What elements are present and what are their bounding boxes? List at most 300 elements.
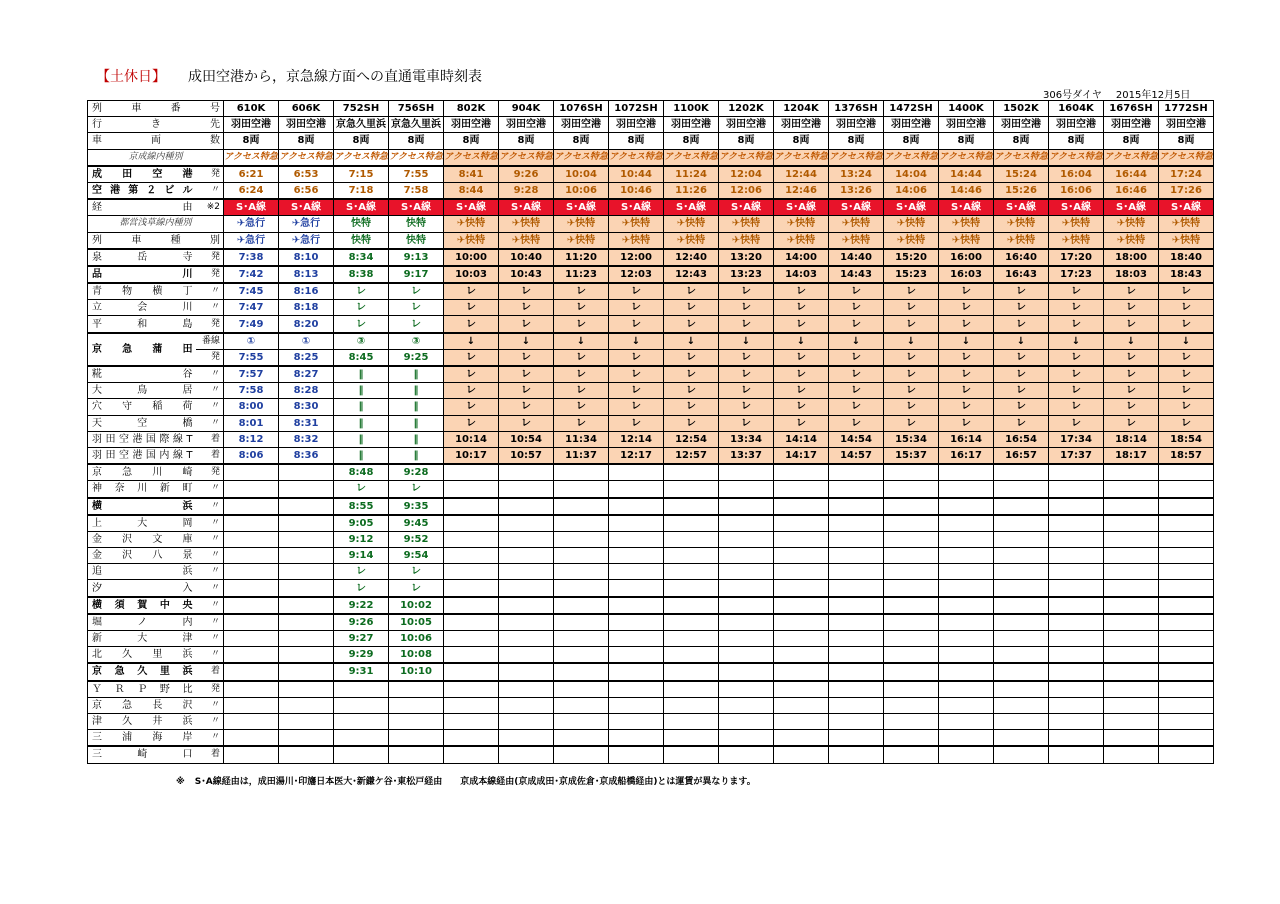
- timetable-cell: 8:06: [224, 447, 279, 464]
- timetable-cell: [1159, 498, 1214, 515]
- timetable-cell: 8両: [279, 133, 334, 149]
- timetable-cell: [719, 746, 774, 763]
- timetable-cell: ✈快特: [1159, 232, 1214, 249]
- timetable-cell: レ: [1049, 366, 1104, 383]
- timetable-cell: レ: [664, 283, 719, 300]
- timetable-cell: 京急久里浜: [334, 117, 389, 133]
- timetable-cell: [664, 614, 719, 631]
- row-suffix: 〃: [196, 697, 224, 713]
- timetable-cell: ↓: [719, 333, 774, 350]
- timetable-cell: [939, 515, 994, 532]
- timetable-cell: アクセス特急: [1104, 149, 1159, 166]
- timetable-cell: [499, 564, 554, 580]
- timetable-cell: 11:26: [664, 182, 719, 199]
- timetable-cell: 18:17: [1104, 447, 1159, 464]
- station-name: 汐入: [88, 580, 196, 597]
- timetable-cell: [1159, 697, 1214, 713]
- timetable-cell: ✈急行: [279, 232, 334, 249]
- timetable-cell: ✈快特: [664, 232, 719, 249]
- timetable-cell: [554, 697, 609, 713]
- timetable-cell: [609, 564, 664, 580]
- timetable-cell: S･A線: [224, 199, 279, 216]
- station-name: 三崎口: [88, 746, 196, 763]
- timetable-cell: [609, 597, 664, 614]
- timetable-cell: [609, 746, 664, 763]
- timetable-cell: [499, 697, 554, 713]
- timetable-cell: [1104, 481, 1159, 498]
- timetable-cell: [774, 580, 829, 597]
- row-suffix: 〃: [196, 182, 224, 199]
- timetable-cell: 8:16: [279, 283, 334, 300]
- timetable-cell: [994, 515, 1049, 532]
- row-suffix: 〃: [196, 515, 224, 532]
- station-name: 泉岳寺: [88, 249, 196, 266]
- timetable-cell: [279, 730, 334, 747]
- timetable-cell: [884, 498, 939, 515]
- timetable-cell: 8:44: [444, 182, 499, 199]
- timetable-cell: [719, 481, 774, 498]
- timetable-cell: 15:26: [994, 182, 1049, 199]
- timetable-cell: レ: [884, 283, 939, 300]
- timetable-cell: 7:18: [334, 182, 389, 199]
- timetable-cell: レ: [664, 383, 719, 399]
- timetable-cell: 9:54: [389, 548, 444, 564]
- timetable-cell: [774, 531, 829, 547]
- timetable-cell: アクセス特急: [884, 149, 939, 166]
- row-suffix: 〃: [196, 300, 224, 316]
- timetable-cell: [1104, 614, 1159, 631]
- timetable-cell: 10:05: [389, 614, 444, 631]
- timetable-cell: [224, 548, 279, 564]
- timetable-row: [88, 199, 1214, 216]
- timetable-cell: レ: [499, 300, 554, 316]
- timetable-cell: 9:35: [389, 498, 444, 515]
- timetable-cell: レ: [1104, 366, 1159, 383]
- timetable-cell: 14:14: [774, 431, 829, 447]
- timetable-cell: ✈快特: [444, 232, 499, 249]
- timetable-cell: 14:40: [829, 249, 884, 266]
- station-name: 青物横丁: [88, 283, 196, 300]
- timetable-cell: [719, 614, 774, 631]
- timetable-cell: レ: [499, 316, 554, 333]
- timetable-cell: レ: [1104, 415, 1159, 431]
- timetable-cell: [444, 746, 499, 763]
- timetable-cell: [774, 614, 829, 631]
- timetable-cell: ↓: [1049, 333, 1104, 350]
- timetable-cell: [884, 713, 939, 729]
- timetable-cell: [829, 647, 884, 664]
- timetable-cell: [279, 614, 334, 631]
- timetable-cell: レ: [939, 415, 994, 431]
- timetable-cell: 9:13: [389, 249, 444, 266]
- timetable-cell: [939, 564, 994, 580]
- timetable-cell: レ: [1159, 300, 1214, 316]
- timetable-cell: レ: [389, 300, 444, 316]
- timetable-row: [88, 283, 1214, 300]
- timetable-cell: レ: [444, 383, 499, 399]
- timetable-cell: [1104, 564, 1159, 580]
- row-suffix: 発: [196, 266, 224, 283]
- timetable-cell: 快特: [389, 232, 444, 249]
- row-suffix: 発: [196, 464, 224, 481]
- timetable-cell: レ: [554, 283, 609, 300]
- timetable-cell: 羽田空港: [1159, 117, 1214, 133]
- timetable-cell: [554, 564, 609, 580]
- timetable-cell: [829, 515, 884, 532]
- timetable-cell: [664, 481, 719, 498]
- timetable-cell: [554, 481, 609, 498]
- timetable-cell: 12:57: [664, 447, 719, 464]
- timetable-cell: [719, 515, 774, 532]
- timetable-row: [88, 464, 1214, 481]
- timetable-cell: 14:03: [774, 266, 829, 283]
- timetable-cell: ✈快特: [994, 232, 1049, 249]
- row-suffix: 〃: [196, 713, 224, 729]
- station-name: 追浜: [88, 564, 196, 580]
- timetable-cell: 16:46: [1104, 182, 1159, 199]
- timetable-cell: [444, 631, 499, 647]
- timetable-cell: [224, 631, 279, 647]
- timetable-cell: [829, 464, 884, 481]
- timetable-cell: [279, 647, 334, 664]
- timetable-cell: 8:32: [279, 431, 334, 447]
- timetable-cell: 快特: [389, 216, 444, 232]
- station-name: 品川: [88, 266, 196, 283]
- timetable-cell: [719, 597, 774, 614]
- timetable-cell: レ: [939, 300, 994, 316]
- timetable-cell: [224, 614, 279, 631]
- station-name: 新大津: [88, 631, 196, 647]
- timetable-cell: [1104, 697, 1159, 713]
- timetable-cell: [829, 697, 884, 713]
- timetable-cell: 8両: [499, 133, 554, 149]
- timetable-cell: 羽田空港: [279, 117, 334, 133]
- timetable-cell: レ: [884, 300, 939, 316]
- footnote-mark: ※: [176, 777, 185, 787]
- timetable-cell: [884, 548, 939, 564]
- timetable-cell: [554, 464, 609, 481]
- timetable-cell: [774, 548, 829, 564]
- timetable-cell: [994, 464, 1049, 481]
- timetable-cell: ↓: [664, 333, 719, 350]
- timetable-cell: ‖: [389, 431, 444, 447]
- timetable-cell: [389, 746, 444, 763]
- timetable-cell: ✈快特: [1104, 232, 1159, 249]
- footnote-text: S･A線経由は，成田湯川･印旛日本医大･新鎌ケ谷･東松戸経由 京成本線経由(京成成田･京成佐倉･京成船橋経由)とは運賃が異なります。: [194, 777, 756, 787]
- timetable-cell: [939, 498, 994, 515]
- timetable-cell: 7:47: [224, 300, 279, 316]
- timetable-cell: ✈快特: [774, 232, 829, 249]
- timetable-cell: レ: [499, 366, 554, 383]
- timetable-row: [88, 515, 1214, 532]
- timetable-cell: 羽田空港: [939, 117, 994, 133]
- timetable-cell: [279, 697, 334, 713]
- timetable-cell: [224, 681, 279, 698]
- timetable-row: [88, 730, 1214, 747]
- row-suffix: 発: [196, 349, 224, 366]
- timetable-cell: レ: [1104, 383, 1159, 399]
- timetable-cell: [1104, 631, 1159, 647]
- timetable-cell: [774, 697, 829, 713]
- timetable-cell: [664, 631, 719, 647]
- timetable-cell: [389, 697, 444, 713]
- timetable-cell: [609, 548, 664, 564]
- timetable-cell: レ: [884, 349, 939, 366]
- timetable-cell: [939, 481, 994, 498]
- timetable-cell: [444, 580, 499, 597]
- timetable-cell: ‖: [389, 383, 444, 399]
- timetable-cell: ↓: [1104, 333, 1159, 350]
- timetable-cell: レ: [939, 316, 994, 333]
- station-name: 京急久里浜: [88, 663, 196, 680]
- timetable-cell: S･A線: [774, 199, 829, 216]
- timetable-cell: レ: [884, 316, 939, 333]
- timetable-cell: [499, 515, 554, 532]
- timetable-cell: S･A線: [279, 199, 334, 216]
- timetable-cell: [884, 580, 939, 597]
- timetable-cell: レ: [1049, 383, 1104, 399]
- timetable-cell: アクセス特急: [939, 149, 994, 166]
- timetable-version: [1043, 86, 1190, 101]
- timetable-cell: 8両: [444, 133, 499, 149]
- timetable-cell: レ: [884, 383, 939, 399]
- timetable-cell: アクセス特急: [609, 149, 664, 166]
- timetable-cell: レ: [1159, 415, 1214, 431]
- timetable-cell: 8両: [224, 133, 279, 149]
- timetable-cell: ↓: [829, 333, 884, 350]
- timetable-cell: [499, 464, 554, 481]
- timetable-cell: レ: [1159, 283, 1214, 300]
- timetable-cell: 14:57: [829, 447, 884, 464]
- timetable-cell: [719, 713, 774, 729]
- timetable-cell: レ: [334, 283, 389, 300]
- timetable-cell: ‖: [389, 399, 444, 415]
- timetable-cell: レ: [994, 316, 1049, 333]
- timetable-cell: 10:57: [499, 447, 554, 464]
- timetable-cell: [939, 614, 994, 631]
- timetable-cell: レ: [829, 366, 884, 383]
- timetable-cell: [499, 614, 554, 631]
- timetable-cell: レ: [994, 399, 1049, 415]
- timetable-cell: [224, 697, 279, 713]
- timetable-cell: [1159, 464, 1214, 481]
- timetable-row: [88, 597, 1214, 614]
- timetable-cell: 18:40: [1159, 249, 1214, 266]
- timetable-cell: [1049, 498, 1104, 515]
- timetable-cell: 12:04: [719, 166, 774, 183]
- timetable-cell: [224, 746, 279, 763]
- timetable-cell: ‖: [389, 366, 444, 383]
- timetable-cell: 17:37: [1049, 447, 1104, 464]
- timetable-cell: [939, 631, 994, 647]
- station-name: 神奈川新町: [88, 481, 196, 498]
- timetable-cell: [939, 548, 994, 564]
- timetable-cell: [774, 515, 829, 532]
- timetable-row: [88, 316, 1214, 333]
- timetable-cell: 快特: [334, 216, 389, 232]
- timetable: [87, 100, 1214, 764]
- timetable-cell: 8:25: [279, 349, 334, 366]
- timetable-row: [88, 300, 1214, 316]
- timetable-cell: レ: [994, 300, 1049, 316]
- timetable-cell: [994, 663, 1049, 680]
- timetable-cell: レ: [554, 300, 609, 316]
- timetable-cell: レ: [554, 316, 609, 333]
- timetable-cell: [279, 631, 334, 647]
- row-suffix: 〃: [196, 415, 224, 431]
- timetable-cell: アクセス特急: [1049, 149, 1104, 166]
- timetable-cell: [664, 713, 719, 729]
- timetable-cell: レ: [389, 283, 444, 300]
- timetable-cell: ‖: [334, 383, 389, 399]
- timetable-cell: 10:17: [444, 447, 499, 464]
- timetable-cell: 8:18: [279, 300, 334, 316]
- timetable-cell: [1159, 730, 1214, 747]
- timetable-cell: [1104, 681, 1159, 698]
- timetable-cell: [719, 464, 774, 481]
- row-suffix: 〃: [196, 730, 224, 747]
- timetable-cell: [664, 464, 719, 481]
- timetable-cell: ↓: [444, 333, 499, 350]
- timetable-cell: [1104, 713, 1159, 729]
- timetable-cell: [224, 564, 279, 580]
- timetable-cell: 7:15: [334, 166, 389, 183]
- timetable-cell: レ: [774, 283, 829, 300]
- timetable-cell: [1104, 515, 1159, 532]
- timetable-cell: レ: [939, 366, 994, 383]
- timetable-cell: [1049, 663, 1104, 680]
- timetable-cell: [389, 730, 444, 747]
- timetable-row: [88, 333, 1214, 350]
- timetable-cell: 14:46: [939, 182, 994, 199]
- timetable-cell: [389, 681, 444, 698]
- timetable-cell: ↓: [499, 333, 554, 350]
- timetable-row: [88, 614, 1214, 631]
- timetable-cell: [884, 564, 939, 580]
- timetable-cell: [1049, 597, 1104, 614]
- timetable-cell: 8:12: [224, 431, 279, 447]
- timetable-cell: [1049, 713, 1104, 729]
- timetable-cell: ‖: [334, 447, 389, 464]
- timetable-cell: ↓: [554, 333, 609, 350]
- timetable-cell: [609, 498, 664, 515]
- timetable-cell: 12:46: [774, 182, 829, 199]
- timetable-cell: 15:34: [884, 431, 939, 447]
- timetable-cell: [1159, 713, 1214, 729]
- timetable-cell: レ: [994, 349, 1049, 366]
- timetable-cell: ✈快特: [609, 216, 664, 232]
- timetable-cell: ✈快特: [719, 232, 774, 249]
- timetable-cell: 904K: [499, 101, 554, 117]
- timetable-cell: 1400K: [939, 101, 994, 117]
- timetable-cell: [1049, 481, 1104, 498]
- timetable-cell: 10:40: [499, 249, 554, 266]
- timetable-cell: 8両: [1159, 133, 1214, 149]
- page-header: [96, 66, 482, 86]
- timetable-cell: 18:57: [1159, 447, 1214, 464]
- timetable-cell: [774, 498, 829, 515]
- timetable-row: [88, 697, 1214, 713]
- timetable-cell: S･A線: [499, 199, 554, 216]
- timetable-cell: 16:14: [939, 431, 994, 447]
- timetable-cell: [554, 730, 609, 747]
- timetable-cell: 10:54: [499, 431, 554, 447]
- timetable-cell: [829, 580, 884, 597]
- timetable-cell: [499, 681, 554, 698]
- timetable-cell: [1049, 531, 1104, 547]
- timetable-cell: [499, 531, 554, 547]
- timetable-cell: [609, 481, 664, 498]
- timetable-cell: [719, 531, 774, 547]
- timetable-cell: 1376SH: [829, 101, 884, 117]
- timetable-cell: レ: [884, 366, 939, 383]
- timetable-cell: レ: [1159, 366, 1214, 383]
- timetable-row: [88, 101, 1214, 117]
- timetable-cell: [939, 597, 994, 614]
- timetable-cell: [719, 697, 774, 713]
- timetable-cell: [1159, 663, 1214, 680]
- station-name: 糀谷: [88, 366, 196, 383]
- timetable-cell: レ: [609, 415, 664, 431]
- timetable-cell: S･A線: [884, 199, 939, 216]
- timetable-cell: 京急久里浜: [389, 117, 444, 133]
- timetable-cell: ✈急行: [224, 232, 279, 249]
- timetable-cell: [334, 730, 389, 747]
- timetable-cell: レ: [939, 349, 994, 366]
- timetable-cell: 羽田空港: [719, 117, 774, 133]
- timetable-cell: [279, 681, 334, 698]
- timetable-cell: [664, 564, 719, 580]
- timetable-cell: [829, 597, 884, 614]
- timetable-cell: 11:24: [664, 166, 719, 183]
- timetable-cell: ✈快特: [884, 216, 939, 232]
- timetable-cell: S･A線: [829, 199, 884, 216]
- timetable-cell: [444, 697, 499, 713]
- timetable-cell: [939, 580, 994, 597]
- timetable-cell: ‖: [334, 366, 389, 383]
- timetable-cell: [224, 580, 279, 597]
- timetable-cell: レ: [829, 316, 884, 333]
- timetable-cell: レ: [829, 415, 884, 431]
- timetable-cell: レ: [664, 349, 719, 366]
- timetable-cell: レ: [719, 399, 774, 415]
- timetable-cell: [554, 681, 609, 698]
- timetable-row: [88, 681, 1214, 698]
- timetable-row: [88, 647, 1214, 664]
- timetable-cell: 8両: [664, 133, 719, 149]
- timetable-cell: [829, 481, 884, 498]
- timetable-cell: [719, 498, 774, 515]
- timetable-cell: [499, 548, 554, 564]
- timetable-cell: レ: [774, 383, 829, 399]
- timetable-cell: [334, 681, 389, 698]
- timetable-cell: ③: [334, 333, 389, 350]
- timetable-cell: [884, 481, 939, 498]
- timetable-cell: 17:34: [1049, 431, 1104, 447]
- timetable-cell: ✈快特: [609, 232, 664, 249]
- timetable-cell: 9:28: [389, 464, 444, 481]
- station-name: 平和島: [88, 316, 196, 333]
- timetable-cell: [1049, 464, 1104, 481]
- timetable-cell: レ: [994, 283, 1049, 300]
- timetable-cell: レ: [829, 399, 884, 415]
- station-name: 北久里浜: [88, 647, 196, 664]
- timetable-cell: 17:23: [1049, 266, 1104, 283]
- timetable-cell: ①: [279, 333, 334, 350]
- timetable-cell: 16:40: [994, 249, 1049, 266]
- timetable-cell: S･A線: [609, 199, 664, 216]
- timetable-cell: レ: [774, 349, 829, 366]
